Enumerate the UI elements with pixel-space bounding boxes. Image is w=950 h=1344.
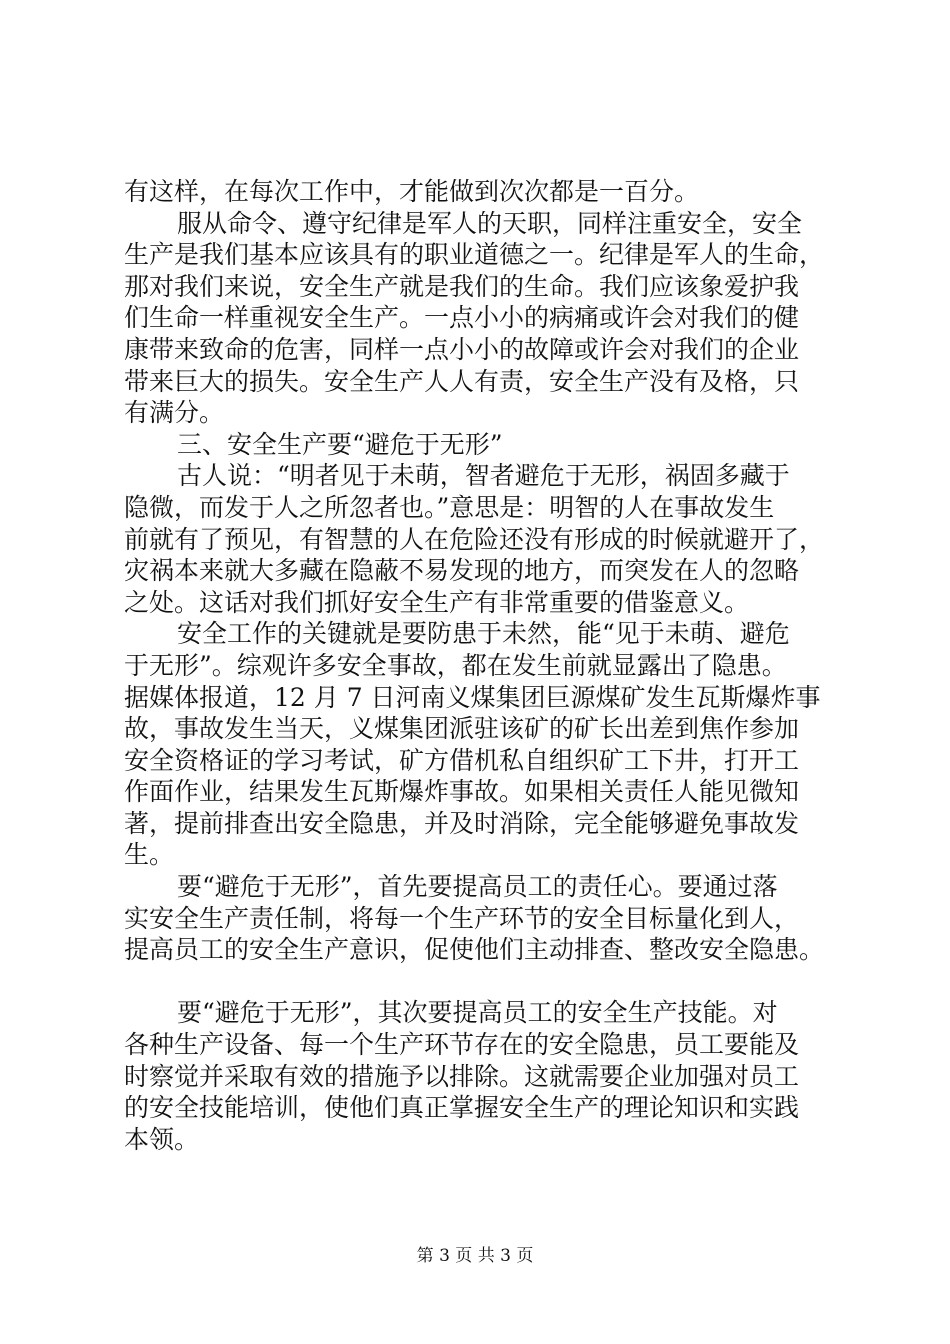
- text-line: 有满分。: [124, 398, 225, 428]
- blank-line: [124, 966, 844, 998]
- text-line: 时察觉并采取有效的措施予以排除。这就需要企业加强对员工: [124, 1061, 800, 1091]
- text-line: 据媒体报道，12 月 7 日河南义煤集团巨源煤矿发生瓦斯爆炸事: [124, 682, 821, 712]
- page-footer: 第 3 页 共 3 页: [416, 1246, 534, 1266]
- text-line: 本领。: [124, 1124, 200, 1154]
- text-line: 安全资格证的学习考试，矿方借机私自组织矿工下井，打开工: [124, 745, 800, 775]
- text-line: 的安全技能培训，使他们真正掌握安全生产的理论知识和实践: [124, 1093, 800, 1123]
- text-line: 于无形”。综观许多安全事故，都在发生前就显露出了隐患。: [124, 650, 787, 680]
- text-line: 隐微，而发于人之所忽者也。”意思是：明智的人在事故发生: [124, 492, 775, 522]
- text-line: 灾祸本来就大多藏在隐蔽不易发现的地方，而突发在人的忽略: [124, 556, 800, 586]
- text-line: 之处。这话对我们抓好安全生产有非常重要的借鉴意义。: [124, 587, 750, 617]
- document-body: [124, 176, 844, 1155]
- text-line: 著，提前排查出安全隐患，并及时消除，完全能够避免事故发: [124, 808, 800, 838]
- text-line: 们生命一样重视安全生产。一点小小的病痛或许会对我们的健: [124, 303, 800, 333]
- text-line: 实安全生产责任制，将每一个生产环节的安全目标量化到人，: [124, 903, 800, 933]
- text-line: 带来巨大的损失。安全生产人人有责，安全生产没有及格，只: [124, 366, 800, 396]
- paragraph-start-line: 要“避危于无形”，其次要提高员工的安全生产技能。对: [177, 998, 778, 1028]
- text-line: 各种生产设备、每一个生产环节存在的安全隐患，员工要能及: [124, 1030, 800, 1060]
- text-line: 作面作业，结果发生瓦斯爆炸事故。如果相关责任人能见微知: [124, 777, 800, 807]
- paragraph-start-line: 要“避危于无形”，首先要提高员工的责任心。要通过落: [177, 872, 778, 902]
- text-line: 生。: [124, 840, 175, 870]
- paragraph-start-line: 服从命令、遵守纪律是军人的天职，同样注重安全，安全: [177, 208, 803, 238]
- text-line: 前就有了预见，有智慧的人在危险还没有形成的时候就避开了，: [124, 524, 825, 554]
- paragraph-start-line: 古人说：“明者见于未萌，智者避危于无形，祸固多藏于: [177, 461, 790, 491]
- section-heading: 三、安全生产要“避危于无形”: [177, 429, 503, 459]
- text-line: 那对我们来说，安全生产就是我们的生命。我们应该象爱护我: [124, 271, 800, 301]
- text-line: 故，事故发生当天，义煤集团派驻该矿的矿长出差到焦作参加: [124, 714, 800, 744]
- text-line: 有这样，在每次工作中，才能做到次次都是一百分。: [124, 177, 700, 206]
- text-line: 康带来致命的危害，同样一点小小的故障或许会对我们的企业: [124, 334, 800, 364]
- text-line: 生产是我们基本应该具有的职业道德之一。纪律是军人的生命，: [124, 240, 825, 270]
- text-line: 提高员工的安全生产意识，促使他们主动排查、整改安全隐患。: [124, 935, 825, 965]
- paragraph-start-line: 安全工作的关键就是要防患于未然，能“见于未萌、避危: [177, 619, 790, 649]
